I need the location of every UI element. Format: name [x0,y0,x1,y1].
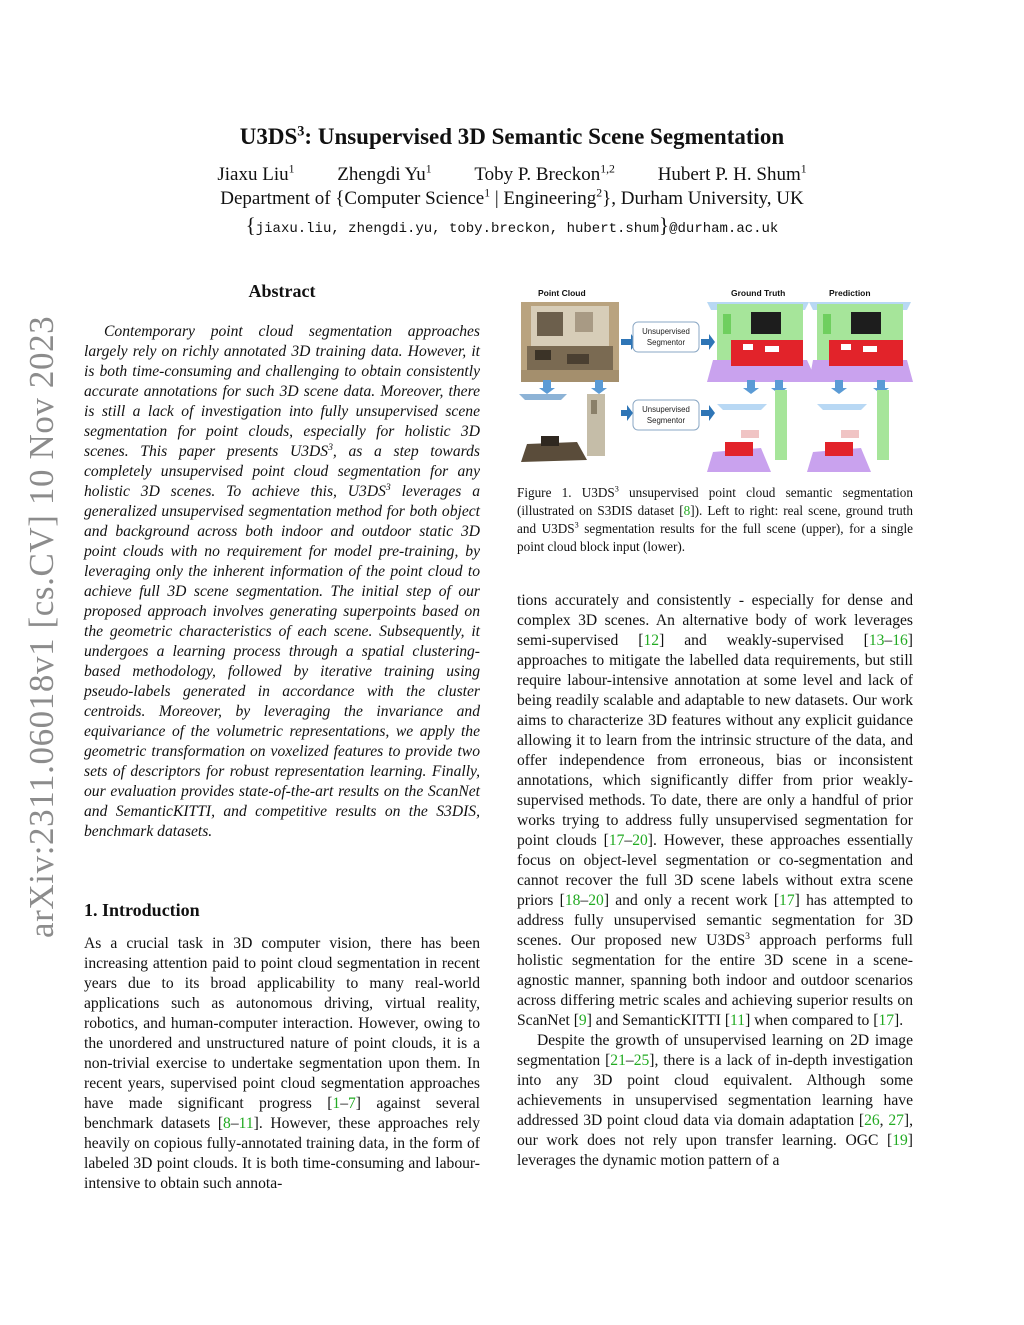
segmentor-box-lower [621,400,715,430]
affiliation: Department of {Computer Science$^1$ | Engineering$^2$}, Durham University, UK [220,186,804,209]
author-emails: {jiaxu.liu, zhengdi.yu, toby.breckon, hubert.shum}@durham.ac.uk [245,213,779,237]
label-point-cloud: Point Cloud [538,288,586,298]
author-2: Zhengdi Yu$^1$ [337,162,432,185]
paper-title: $U3DS^3$: Unsupervised 3D Semantic Scene Segmentation [239,123,785,149]
label-prediction: Prediction [829,288,871,298]
author-1: Jiaxu Liu$^1$ [217,162,295,185]
right-paragraph-2: Despite the growth of unsupervised learning on 2D image segmentation [21–25], there is a lack of in-depth investigation into any 3D point cloud equivalent. Although some achievements in unsupervised segmentation learning have addressed 3D point cloud data via domain adaptation [26, 27], our work does not rely upon transfer learning. OGC [19] leverages the dynamic motion pattern of a [517,1032,913,1169]
abstract-heading: Abstract [248,281,316,301]
ground-truth-block-lower [707,390,787,472]
label-ground-truth: Ground Truth [731,288,786,298]
introduction-text: As a crucial task in 3D computer vision, there has been increasing attention paid to point cloud segmentation in recent years due to its broad applicability to many real-world applications such as autonomous driving, virtual reality, robotics, and human-computer interaction. However, owing to the unordered and unstructured nature of point clouds, it is a non-trivial exercise to undertake segmentation upon them. In recent years, supervised point cloud segmentation approaches have made significant progress [1–7] against several benchmark datasets [8–11]. However, these approaches rely heavily on copious fully-annotated training data, in the form of labeled 3D point clouds. It is both time-consuming and labour-intensive to obtain such annota- [84,935,480,1192]
right-column-text [517,591,913,1171]
svg-text:Segmentor: Segmentor [646,338,686,347]
svg-text:Segmentor: Segmentor [646,416,686,425]
introduction-heading: 1. Introduction [84,900,200,920]
down-arrows [539,380,889,394]
abstract-text: Contemporary point cloud segmentation approaches largely rely on richly annotated 3D training data. However, it is both time-consuming and challenging to obtain consistently accurate annotations for such 3D scene data. Moreover, there is still a lack of investigation into fully unsupervised scene segmentation for point clouds, especially for holistic 3D scenes. This paper presents $U3DS^3$, as a step towards completely unsupervised point cloud segmentation for any holistic 3D scenes. To achieve this, $U3DS^3$ leverages a generalized unsupervised segmentation method for both object and background across both indoor and outdoor static 3D point clouds with no requirement for model pre-training, by leveraging only the inherent information of the point cloud to achieve full 3D scene segmentation. The initial step of our proposed approach involves generating superpoints based on the geometric characteristics of each scene. Subsequently, it undergoes a learning process through a spatial clustering-based methodology, followed by iterative training using pseudo-labels generated in accordance with the cluster centroids. Moreover, by leveraging the invariance and equivariance of the volumetric representations, we apply the geometric transformation on voxelized features to provide two sets of descriptors for robust representation learning. Finally, our evaluation provides state-of-the-art results on the ScanNet and SemanticKITTI, and competitive results on the S3DIS, benchmark datasets. [84,323,480,840]
segmentor-box-upper [621,322,715,352]
arxiv-identifier: arXiv:2311.06018v1 [cs.CV] 10 Nov 2023 [22,315,61,938]
svg-text:Unsupervised: Unsupervised [642,327,690,336]
figure-1-caption: Figure 1. $U3DS^3$ unsupervised point cloud semantic segmentation (illustrated on S3DIS dataset [8]). Left to right: real scene, ground truth and $U3DS^3$ segmentation results for the full scene (upper), for a single point cloud block input (lower). [517,484,914,554]
author-4: Hubert P. H. Shum$^1$ [657,162,807,185]
ground-truth-scene-upper [707,302,817,382]
svg-text:Unsupervised: Unsupervised [642,405,690,414]
point-cloud-scene-upper [521,302,619,382]
author-3: Toby P. Breckon$^{1,2}$ [474,162,615,185]
prediction-scene-upper [809,302,913,382]
point-cloud-block-lower [519,394,605,462]
prediction-block-lower [807,390,889,472]
figure-1 [517,284,913,476]
author-list [0,164,1024,186]
right-paragraph-1: tions accurately and consistently - especially for dense and complex 3D scenes. An alternative body of work leverages semi-supervised [12] and weakly-supervised [13–16] approaches to mitigate the labelled data requirements, but still require labour-intensive annotation at some level and lack of being readily scalable and adaptable to new datasets. Our work aims to characterize 3D features without any explicit guidance allowing it to learn from the intrinsic structure of the data, and offer independence from erroneous, bias or inconsistent annotations, which significantly differ from prior weakly-supervised methods. To date, there are only a handful of prior works trying to address fully unsupervised segmentation for point clouds [17–20]. However, these approaches essentially focus on object-level segmentation or co-segmentation and cannot recover the full 3D scene labels without extra scene priors [18–20] and only a recent work [17] has attempted to address fully unsupervised semantic segmentation for 3D scenes. Our proposed new $U3DS^3$ approach performs full holistic segmentation for the entire 3D scene in a scene-agnostic manner, spanning both indoor and outdoor scenarios across differing metric scales and achieving superior results on ScanNet [9] and SemanticKITTI [11] when compared to [17]. [517,592,913,1029]
